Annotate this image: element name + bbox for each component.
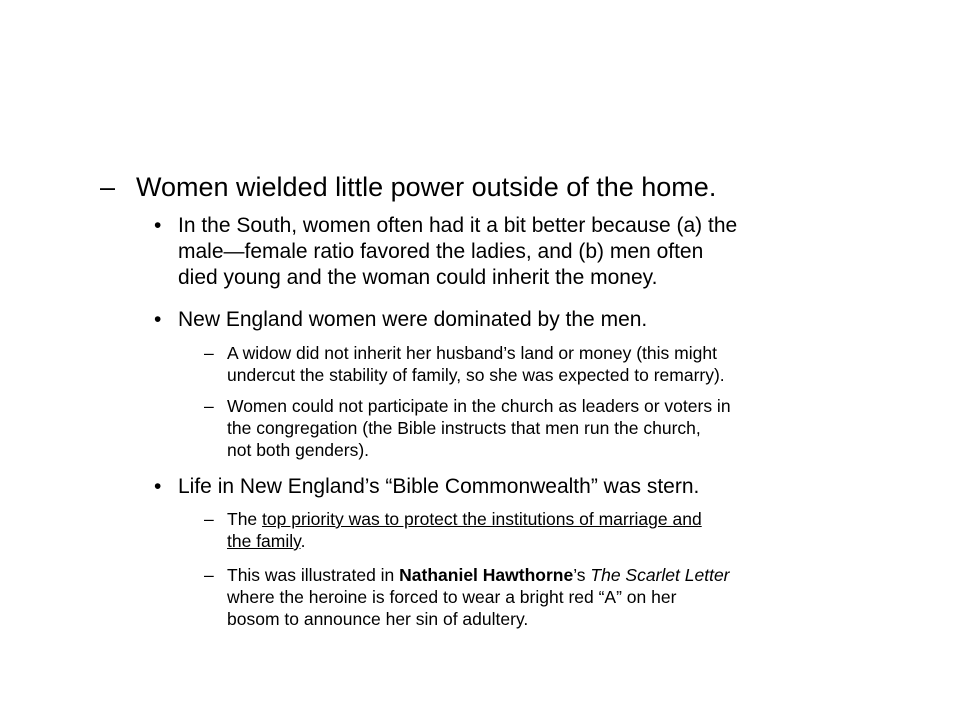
book-title: The Scarlet Letter xyxy=(590,565,730,585)
bullet-marker: • xyxy=(154,214,162,237)
item-line-2: the congregation (the Bible instructs that men run the church, xyxy=(227,418,701,438)
text-plain: . xyxy=(300,531,306,551)
bullet-item-new-england xyxy=(154,307,647,333)
sub-item-church xyxy=(204,395,731,461)
text-plain: ’s xyxy=(573,565,591,585)
item-line-1: Women could not participate in the church as leaders or voters in xyxy=(227,396,731,416)
item-line-1: A widow did not inherit her husband’s land or money (this might xyxy=(227,343,717,363)
dash-marker: – xyxy=(100,172,116,202)
author-name: Nathaniel Hawthorne xyxy=(399,565,574,585)
text-plain: This was illustrated in xyxy=(227,565,400,585)
item-line-2: undercut the stability of family, so she was expected to remarry). xyxy=(227,365,725,385)
item-line-3: not both genders). xyxy=(227,440,370,460)
text-underlined: the family xyxy=(227,531,301,551)
dash-marker: – xyxy=(204,396,214,416)
dash-marker: – xyxy=(204,565,214,585)
sub-item-widow xyxy=(204,342,725,386)
item-line-1: In the South, women often had it a bit better because (a) the xyxy=(178,214,738,237)
item-line-3: died young and the woman could inherit the money. xyxy=(178,266,658,289)
bullet-marker: • xyxy=(154,308,162,331)
level1-item-women-power xyxy=(100,172,716,202)
bullet-item-life-new-england xyxy=(154,474,699,500)
item-line-2: where the heroine is forced to wear a bright red “A” on her xyxy=(227,587,677,607)
item-line-2: male—female ratio favored the ladies, and (b) men often xyxy=(178,240,704,263)
text-plain: The xyxy=(227,509,263,529)
sub-item-priority xyxy=(204,508,702,552)
item-line-2 xyxy=(204,530,702,552)
bullet-marker: • xyxy=(154,475,162,498)
item-text: Life in New England’s “Bible Commonwealth” was stern. xyxy=(178,475,700,498)
item-text: Women wielded little power outside of the home. xyxy=(136,172,717,202)
sub-item-hawthorne xyxy=(204,564,730,630)
item-line-1 xyxy=(204,564,730,586)
item-text: New England women were dominated by the men. xyxy=(178,308,648,331)
item-line-3: bosom to announce her sin of adultery. xyxy=(227,609,529,629)
bullet-item-south xyxy=(154,213,737,291)
dash-marker: – xyxy=(204,343,214,363)
item-line-1 xyxy=(204,508,702,530)
dash-marker: – xyxy=(204,509,214,529)
text-underlined: top priority was to protect the institutions of marriage and xyxy=(262,509,702,529)
